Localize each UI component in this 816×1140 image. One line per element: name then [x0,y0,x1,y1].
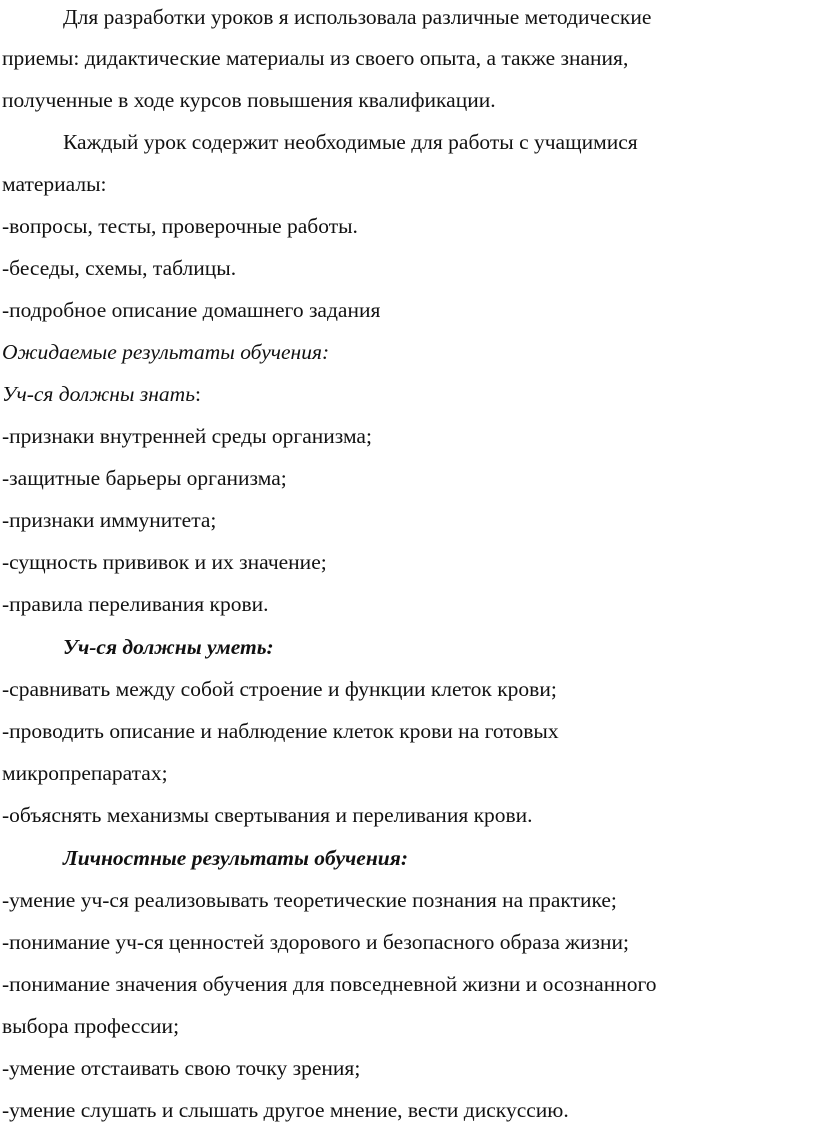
intro-line-1: Для разработки уроков я использовала различные методические [63,5,652,29]
intro-line-2: приемы: дидактические материалы из своего опыта, а также знания, [2,46,629,70]
personal-item-5: -умение слушать и слышать другое мнение, вести дискуссию. [2,1098,569,1122]
able-item-2-continued: микропрепаратах; [2,761,168,785]
know-item-4: -сущность прививок и их значение; [2,550,327,574]
expected-results-heading: Ожидаемые результаты обучения: [2,340,330,364]
personal-item-3: -понимание значения обучения для повседневной жизни и осознанного [2,972,657,996]
know-item-2: -защитные барьеры организма; [2,466,287,490]
personal-item-3-continued: выбора профессии; [2,1014,180,1038]
know-heading-colon: : [194,382,201,406]
lesson-contents-line-2: материалы: [2,172,107,196]
able-item-3: -объяснять механизмы свертывания и переливания крови. [2,803,533,827]
personal-item-2: -понимание уч-ся ценностей здорового и безопасного образа жизни; [2,930,629,954]
know-item-3: -признаки иммунитета; [2,508,217,532]
know-item-5: -правила переливания крови. [2,592,269,616]
able-item-1: -сравнивать между собой строение и функции клеток крови; [2,677,557,701]
materials-item-2: -беседы, схемы, таблицы. [2,256,237,280]
personal-item-4: -умение отстаивать свою точку зрения; [2,1056,361,1080]
materials-item-3: -подробное описание домашнего задания [2,298,381,322]
personal-item-1: -умение уч-ся реализовывать теоретические познания на практике; [2,888,617,912]
know-heading-line [2,381,816,407]
able-item-2: -проводить описание и наблюдение клеток крови на готовых [2,719,559,743]
know-heading: Уч-ся должны знать [2,382,195,406]
materials-item-1: -вопросы, тесты, проверочные работы. [2,214,358,238]
intro-line-3: полученные в ходе курсов повышения квалификации. [2,88,496,112]
personal-results-heading: Личностные результаты обучения: [63,846,408,870]
able-heading: Уч-ся должны уметь: [63,635,274,659]
know-item-1: -признаки внутренней среды организма; [2,424,372,448]
lesson-contents-line-1: Каждый урок содержит необходимые для работы с учащимися [63,130,638,154]
